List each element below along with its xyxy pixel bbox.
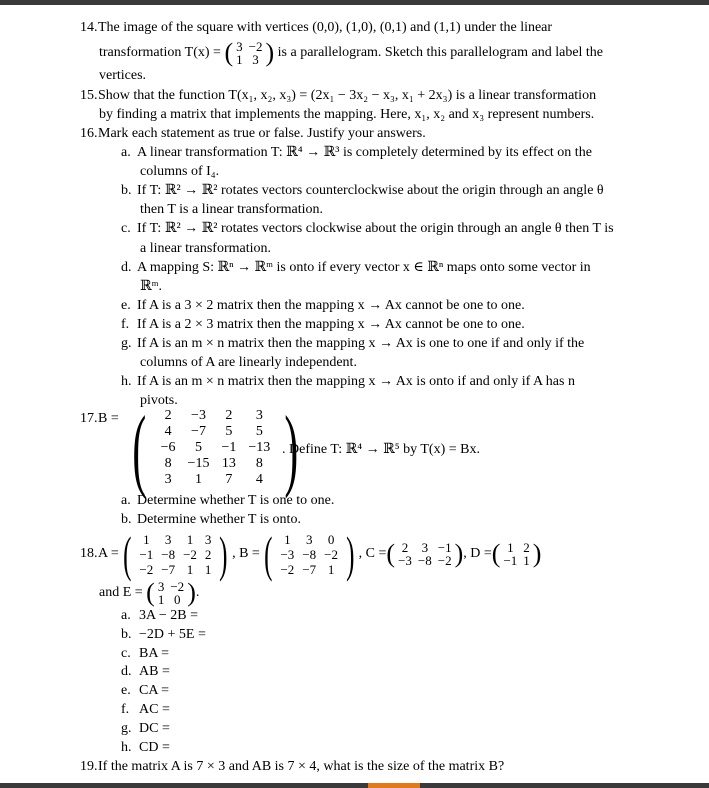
q18-part — [121, 739, 170, 757]
q16-statement-line — [140, 354, 357, 372]
matrix-cell: −7 — [161, 561, 176, 577]
q18-part — [121, 682, 169, 700]
q18-matrix-b — [276, 532, 342, 577]
matrix-cell: −6 — [160, 440, 176, 455]
matrix-cell: 0 — [327, 531, 335, 547]
matrix-cell: −8 — [417, 553, 432, 568]
matrix-cell: −1 — [139, 546, 154, 562]
q18-part-label: f. — [121, 702, 130, 717]
q18-part-label: c. — [121, 645, 131, 661]
q14-matrix: ( 3 −2 1 3 ) — [224, 38, 275, 67]
q14-line-1 — [80, 19, 552, 37]
q14-matrix-table — [233, 40, 265, 66]
q18-matrices-line: 18. A = ( 1 3 1 3 −1 −8 −2 2 −2 −7 1 1 ) , B = ( 1 3 0 −3 −8 −2 −2 −7 1 ) , C = ( 2 3 −1 −3 −8 −2 ) , D = ( 1 2 −1 1 ) — [80, 526, 542, 582]
q18-part-text: CD = — [139, 739, 170, 755]
q18-a-label: A = — [98, 546, 119, 561]
q18-part — [121, 701, 170, 719]
matrix-cell: 5 — [195, 440, 202, 455]
q17-part-a-label: a. — [121, 493, 131, 508]
q16-statement-label: f. — [121, 316, 130, 332]
matrix-cell: −13 — [248, 440, 271, 455]
matrix-cell: −3 — [191, 408, 206, 423]
matrix-cell: 1 — [186, 561, 194, 577]
q18-e-suffix: . — [195, 585, 200, 600]
q14-text-1: The image of the square with vertices (0,0), (1,0), (0,1) and (1,1) under the linear — [98, 20, 553, 35]
q16-statement-label: h. — [121, 374, 132, 390]
q14-text-2b: is a parallelogram. Sketch this parallelogram and label the — [277, 45, 604, 61]
q16-number: 16. — [80, 126, 98, 141]
matrix-cell: 2 — [225, 408, 233, 423]
q16-statement-label: d. — [121, 259, 132, 275]
q18-part-label: d. — [121, 664, 132, 680]
q14-line-3: vertices. — [99, 68, 147, 83]
matrix-cell: 0 — [174, 592, 181, 607]
matrix-cell: 1 — [186, 531, 194, 547]
matrix-cell: 3 — [164, 531, 172, 547]
matrix-cell: 1 — [143, 531, 150, 547]
q18-part-text: AB = — [139, 664, 170, 680]
q18-part-label: b. — [121, 626, 132, 642]
q16-statement-text: A linear transformation T: ℝ⁴ → ℝ³ is completely determined by its effect on the — [137, 145, 592, 160]
q16-statement-label: g. — [121, 336, 132, 351]
q16-statement-text: If T: ℝ² → ℝ² rotates vectors clockwise about the origin through an angle θ then T is — [137, 221, 614, 237]
q18-part-label: g. — [121, 720, 132, 736]
q16-statement-text: then T is a linear transformation. — [140, 202, 323, 218]
q18-matrix-d — [500, 541, 532, 567]
matrix-cell: −2 — [139, 561, 154, 577]
q16-statement-line — [140, 201, 323, 219]
q18-matrix-c — [395, 541, 455, 567]
matrix-cell: 1 — [327, 561, 335, 577]
matrix-cell: 8 — [164, 456, 172, 471]
q16-statement-label: a. — [121, 145, 131, 160]
q15-line-2: by finding a matrix that implements the mapping. Here, x₁, x₂ and x₃ represent numbers. — [99, 107, 595, 122]
matrix-cell: −1 — [503, 553, 518, 568]
matrix-cell: 2 — [164, 408, 172, 423]
matrix-cell: −8 — [302, 546, 317, 562]
matrix-cell: 5 — [255, 424, 263, 439]
matrix-cell: 1 — [157, 592, 165, 607]
q16-statement-line — [121, 335, 584, 353]
q15-line-1 — [80, 87, 596, 105]
q16-statement-label: c. — [121, 221, 131, 237]
top-border — [0, 0, 709, 5]
matrix-cell: −3 — [280, 546, 295, 562]
q18-part-text: −2D + 5E = — [139, 626, 206, 642]
q16-statement-line — [121, 220, 614, 238]
q18-part-text: 3A − 2B = — [139, 608, 198, 623]
matrix-cell: 8 — [255, 456, 263, 471]
q18-part — [121, 645, 169, 663]
matrix-cell: 13 — [221, 456, 236, 471]
q16-statement-line — [121, 297, 525, 315]
q18-e-line: and E = ( 3 −2 1 0 ) . — [99, 578, 200, 607]
matrix-cell: 4 — [164, 424, 172, 439]
q14-number: 14. — [80, 20, 98, 35]
matrix-cell: −15 — [187, 456, 210, 471]
q17-part-b-text: Determine whether T is onto. — [137, 512, 301, 527]
q17-part-a — [121, 492, 334, 510]
q16-statement-line — [140, 240, 271, 258]
q18-part — [121, 663, 170, 681]
q14-line-2 — [99, 40, 603, 66]
matrix-cell: −2 — [170, 579, 185, 594]
q14-text-2a: transformation T(x) = — [99, 45, 221, 61]
q18-part-text: BA = — [139, 645, 170, 661]
q16-statement-label: b. — [121, 183, 132, 199]
matrix-cell: 2 — [523, 540, 530, 555]
matrix-cell: −1 — [437, 540, 452, 555]
q17-line — [80, 410, 119, 428]
q16-statement-text: columns of A are linearly independent. — [140, 355, 357, 371]
matrix-cell: −3 — [398, 553, 412, 568]
q18-d-label: , D = — [463, 546, 492, 561]
matrix-cell: 3 — [204, 531, 212, 547]
matrix-cell: 1 — [507, 540, 514, 555]
matrix-cell: 1 — [284, 531, 291, 547]
q16-statement-text: a linear transformation. — [140, 240, 272, 256]
matrix-cell: −2 — [437, 553, 452, 568]
q16-statement-line — [140, 278, 162, 296]
q17-number: 17. — [80, 411, 98, 426]
q16-statement-text: If A is an m × n matrix then the mapping x → Ax is one to one if and only if the — [137, 336, 585, 351]
q16-intro: Mark each statement as true or false. Justify your answers. — [98, 126, 426, 141]
q18-part — [121, 720, 170, 738]
q17-prefix: B = — [98, 411, 119, 426]
matrix-cell: −2 — [248, 39, 263, 54]
q18-matrix-a — [135, 532, 215, 577]
q16-statement-line — [121, 373, 575, 391]
q18-part-label: h. — [121, 739, 132, 755]
q16-statement-text: columns of I₄. — [140, 164, 220, 180]
matrix-cell: −2 — [183, 546, 197, 562]
q17-part-a-text: Determine whether T is one to one. — [137, 493, 335, 508]
q16-statement-text: If A is a 3 × 2 matrix then the mapping x → Ax cannot be one to one. — [137, 297, 525, 313]
q18-number: 18. — [80, 546, 98, 561]
scroll-indicator — [368, 783, 420, 788]
q16-statement-line — [121, 144, 592, 162]
q18-part — [121, 626, 206, 644]
q16-statement-line — [121, 316, 525, 334]
q18-b-label: , B = — [232, 546, 260, 561]
matrix-cell: −7 — [302, 561, 317, 577]
matrix-cell: 3 — [164, 472, 172, 487]
matrix-cell: 1 — [195, 472, 202, 487]
matrix-cell: 3 — [236, 39, 243, 54]
q19-text: If the matrix A is 7 × 3 and AB is 7 × 4, what is the size of the matrix B? — [98, 759, 505, 774]
matrix-cell: 3 — [255, 408, 263, 423]
q19-line — [80, 758, 504, 776]
matrix-cell: −2 — [324, 546, 338, 562]
q18-part-text: AC = — [139, 702, 170, 717]
q18-part-text: DC = — [139, 720, 170, 736]
q17-matrix-table — [155, 408, 277, 488]
bottom-border — [0, 783, 709, 788]
q16-statement-text: If A is a 2 × 3 matrix then the mapping x → Ax cannot be one to one. — [137, 316, 525, 332]
matrix-cell: 5 — [225, 424, 233, 439]
matrix-cell: 2 — [401, 540, 409, 555]
q16-statement-text: A mapping S: ℝⁿ → ℝᵐ is onto if every vector x ∈ ℝⁿ maps onto some vector in — [137, 259, 591, 275]
q17-suffix: . Define T: ℝ⁴ → ℝ⁵ by T(x) = Bx. — [282, 442, 480, 457]
q16-statement-line — [140, 163, 219, 181]
q18-part-text: CA = — [139, 683, 170, 699]
q18-e-prefix: and E = — [99, 585, 143, 600]
q19-number: 19. — [80, 759, 98, 774]
q16-statement-line — [121, 182, 604, 200]
q16-statement-text: If T: ℝ² → ℝ² rotates vectors counterclockwise about the origin through an angle θ — [137, 183, 604, 199]
q18-matrix-e — [155, 580, 187, 606]
matrix-cell: −8 — [161, 546, 176, 562]
q18-c-label: , C = — [358, 546, 387, 561]
q16-statement-line — [121, 259, 591, 277]
q16-statement-text: ℝᵐ. — [140, 278, 162, 294]
matrix-cell: 2 — [204, 546, 212, 562]
matrix-cell: −2 — [280, 561, 295, 577]
matrix-cell: 4 — [255, 472, 263, 487]
q16-statement-text: pivots. — [140, 393, 178, 409]
matrix-cell: −1 — [221, 440, 237, 455]
q18-part — [121, 607, 198, 625]
matrix-cell: 7 — [225, 472, 233, 487]
matrix-cell: 1 — [236, 52, 243, 67]
q18-part-label: a. — [121, 608, 131, 623]
matrix-cell: 3 — [305, 531, 313, 547]
q17-matrix: ( 2 −3 2 3 4 −7 5 5 −6 5 −1 −13 8 −15 13 8 3 1 7 4 ) — [132, 397, 299, 499]
q15-number: 15. — [80, 88, 98, 103]
q18-part-label: e. — [121, 683, 131, 699]
q17-part-b-label: b. — [121, 512, 132, 527]
matrix-cell: 3 — [252, 52, 259, 67]
q16-statement-label: e. — [121, 297, 131, 313]
q16-intro-line — [80, 125, 426, 143]
matrix-cell: −7 — [191, 424, 206, 439]
matrix-cell: 3 — [421, 540, 429, 555]
matrix-cell: 1 — [204, 561, 212, 577]
q15-text-1: Show that the function T(x₁, x₂, x₃) = (2x₁ − 3x₂ − x₃, x₁ + 2x₃) is a linear transformation — [98, 88, 597, 103]
q17-part-b — [121, 511, 301, 529]
q16-statement-text: If A is an m × n matrix then the mapping x → Ax is onto if and only if A has n — [137, 374, 575, 390]
matrix-cell: 1 — [523, 553, 530, 568]
matrix-cell: 3 — [157, 579, 165, 594]
